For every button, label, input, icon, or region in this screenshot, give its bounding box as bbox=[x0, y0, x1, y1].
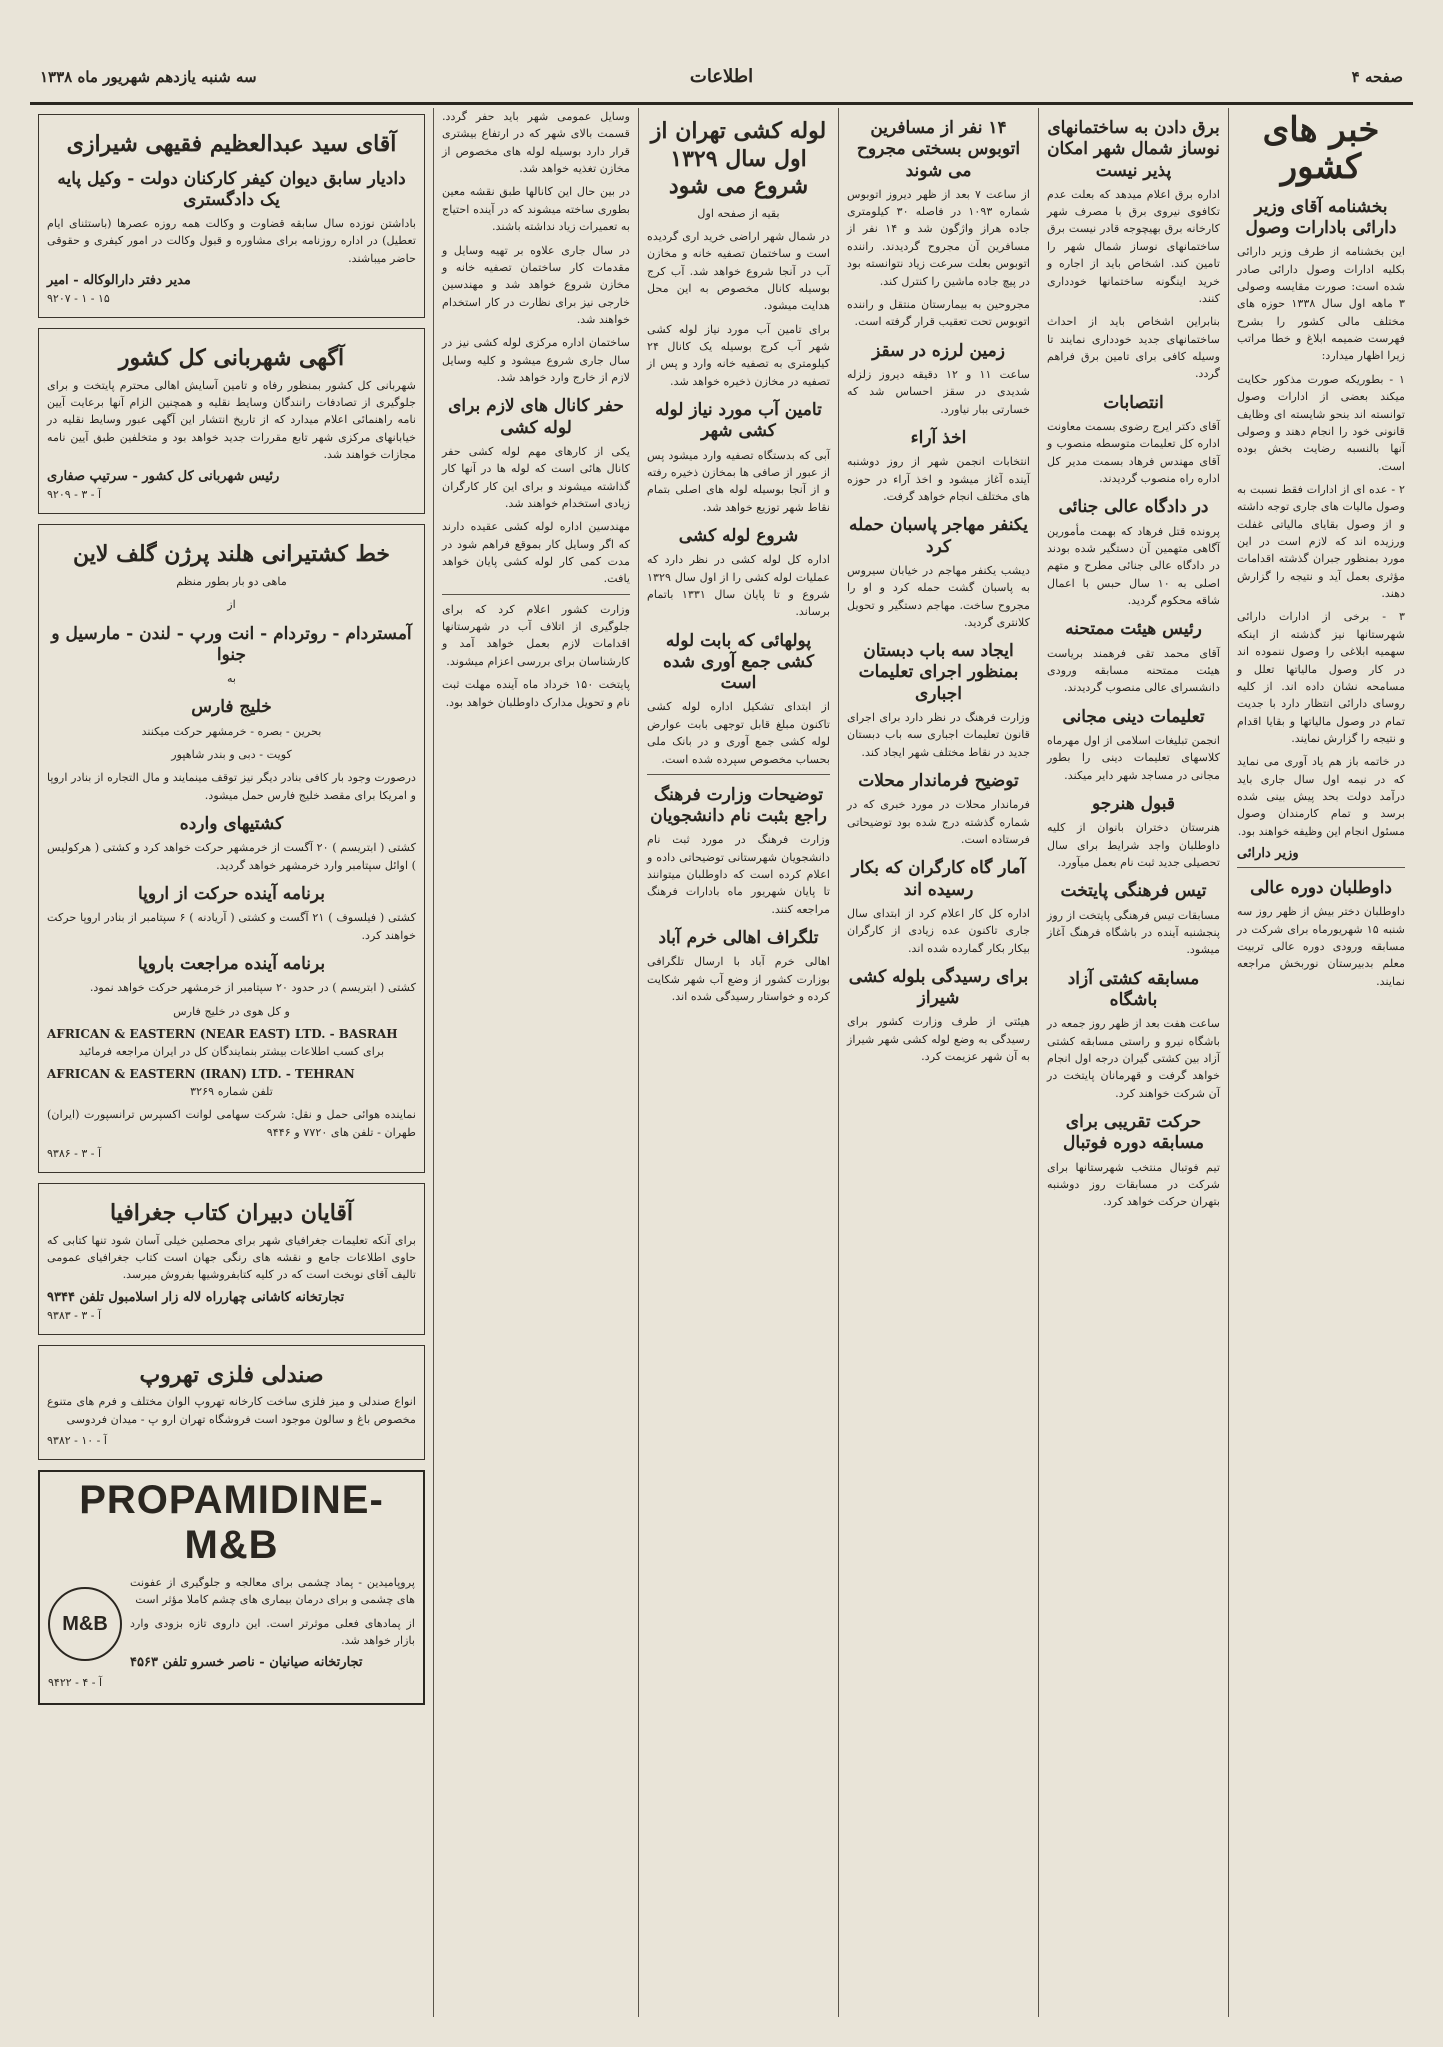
article-paragraph: هیئتی از طرف وزارت کشور برای رسیدگی به وضع لوله کشی شهر شیراز به آن شهر عزیمت کرد. bbox=[847, 1015, 1030, 1064]
article-title: شروع لوله کشی bbox=[678, 526, 799, 547]
article-paragraph: ۱ - بطوریکه صورت مذکور حکایت میکند بعضی از ادارات وصول توانسته اند بنحو شایسته ای وظایف قانونی خود را انجام دهند و وصولی آنها بالنسبه رضایت بخش بوده است. bbox=[1237, 372, 1405, 473]
article-paragraph: در بین حال این کانالها طبق نقشه معین بطوری ساخته میشوند که در آینده احتیاج به تعمیرات زیاد نداشته باشند. bbox=[442, 185, 630, 234]
ad-subtitle: از bbox=[227, 598, 236, 612]
ad-propamidine bbox=[38, 1470, 425, 1705]
ad-code: ۹۴۲۲ - آ - ۴ bbox=[48, 1676, 103, 1690]
ad-code: ۹۳۸۲ - آ - ۱۰ bbox=[47, 1433, 107, 1447]
ad-subtitle: به bbox=[226, 672, 237, 686]
article-title: برای رسیدگی بلوله کشی شیراز bbox=[848, 966, 1029, 1009]
article-paragraph: آبی که بدستگاه تصفیه وارد میشود پس از عبور از صافی ها بمخازن ذخیره رفته و از آنجا بوسیله لوله های اصلی بتمام نقاط شهر توزیع خواهد شد. bbox=[647, 448, 830, 514]
ad-paragraph: انواع صندلی و میز فلزی ساخت کارخانه تهروپ الوان مختلف و فرم های متنوع مخصوص باغ و سالون موجود است فروشگاه تهران ارو پ - میدان فردوسی bbox=[47, 1395, 416, 1426]
article-paragraph: این بخشنامه از طرف وزیر دارائی بکلیه ادارات وصول دارائی صادر شده است: صورت مقایسه وصولی ۳ ماهه اول سال ۱۳۳۸ حوزه های مختلف مالی کشور را بشرح فهرست ضمیمه ابلاغ و خطا مراتب زیرا اظهار میدارد: bbox=[1237, 245, 1406, 363]
article-paragraph: در سال جاری علاوه بر تهیه وسایل و مقدمات کار ساختمان تصفیه خانه و مخازن شروع خواهد شد و مهندسین خارجی نیز برای نظارت در کار استخدام خواهند شد. bbox=[442, 243, 630, 326]
ad-code: ۹۲۰۷ - ۱ - ۱۵ bbox=[47, 292, 110, 306]
column-5 bbox=[433, 108, 638, 2017]
article-paragraph: در خاتمه باز هم یاد آوری می نماید که در نیمه اول سال جاری باید درآمد دولت بحد پیش بینی شده برسد و تمام کارمندان وصول مسئول انجام این وظیفه خواهند بود. bbox=[1237, 755, 1405, 838]
column-1 bbox=[1228, 108, 1413, 2017]
article-paragraph: فرماندار محلات در مورد خبری که در شماره گذشته درج شده بود توضیحاتی فرستاده است. bbox=[847, 798, 1030, 847]
article-subtitle: بقیه از صفحه اول bbox=[697, 206, 780, 220]
ad-signature: مدیر دفتر دارالوکاله - امیر bbox=[47, 273, 191, 289]
ad-paragraph: برای آنکه تعلیمات جغرافیای شهر برای محصلین خیلی آسان شود تنها کتابی که حاوی اطلاعات جامع و نقشه های رنگی جهان است کتاب جغرافیای عمومی تالیف آقای نوبخت است که در کلیه کتابفروشیها بفروش میرسد. bbox=[47, 1233, 416, 1282]
ad-phone: تلفن شماره ۳۲۶۹ bbox=[190, 1085, 273, 1098]
divider bbox=[442, 594, 630, 595]
column-ads bbox=[30, 108, 433, 2017]
ad-agent-english: AFRICAN & EASTERN (IRAN) LTD. - TEHRAN bbox=[47, 1067, 355, 1082]
article-paragraph: ۲ - عده ای از ادارات فقط نسبت به وصول مالیات های جاری توجه داشته و از وصول بقایای مالیاتی غفلت ورزیده اند که لازم است در این مورد بمنظور جبران گذشته اقدامات مؤثری بعمل آید و نتیجه را گزارش دهند. bbox=[1237, 482, 1405, 601]
article-paragraph: انجمن تبلیغات اسلامی از اول مهرماه کلاسهای تعلیمات دینی را بطور مجانی در مساجد شهر دایر میکند. bbox=[1047, 734, 1220, 782]
article-paragraph: هنرستان دختران بانوان از کلیه داوطلبان واجد شرایط برای سال تحصیلی جدید ثبت نام بعمل میآورد. bbox=[1047, 821, 1220, 870]
article-paragraph: وزارت فرهنگ در مورد ثبت نام دانشجویان شهرستانی توضیحاتی داده و اعلام کرده است که داوطلبان میتوانند تا پایان شهریور ماه بادارات فرهنگ مراجعه کنند. bbox=[647, 833, 830, 916]
paper-name: اطلاعات bbox=[689, 66, 754, 87]
divider bbox=[647, 774, 830, 775]
article-paragraph: پایتخت ۱۵۰ خرداد ماه آینده مهلت ثبت نام و تحویل مدارک داوطلبان خواهد بود. bbox=[442, 678, 630, 709]
article-paragraph: از ساعت ۷ بعد از ظهر دیروز اتوبوس شماره ۱۰۹۳ در فاصله ۳۰ کیلومتری جاده هراز واژگون شد و ۱۴ نفر از مسافرین آن مجروح گردیدند. راننده اتوبوس بعلت سرعت زیاد نتوانسته بود در پیچ جاده ماشین را کنترل کند. bbox=[847, 187, 1031, 288]
article-signature: وزیر دارائی bbox=[1237, 846, 1299, 862]
article-paragraph: ساختمان اداره مرکزی لوله کشی نیز در سال جاری شروع میشود و کلیه وسایل لازم از خارج وارد خواهد شد. bbox=[442, 336, 630, 385]
shipping-route: کویت - دبی و بندر شاهپور bbox=[171, 748, 292, 762]
column-4 bbox=[638, 108, 838, 2017]
ad-agent: و کل هوی در خلیج فارس bbox=[173, 1004, 290, 1018]
article-paragraph: آقای دکتر ایرج رضوی بسمت معاونت اداره کل تعلیمات متوسطه منصوب و آقای مهندس فرهاد بسمت مدیر کل اداره راه منصوب گردیدند. bbox=[1047, 419, 1220, 486]
article-paragraph: وزارت کشور اعلام کرد که برای جلوگیری از اتلاف آب در شهرستانها اقدامات لازم بعمل خواهد آمد و کارشناسان برای بررسی اعزام میشوند. bbox=[442, 602, 630, 668]
divider bbox=[1237, 867, 1405, 868]
article-paragraph: ساعت ۱۱ و ۱۲ دقیقه دیروز زلزله شدیدی در سقز احساس شد که خسارتی ببار نیاورد. bbox=[847, 367, 1031, 416]
article-title: برق دادن به ساختمانهای نوساز شمال شهر امکان پذیر نیست bbox=[1047, 118, 1220, 181]
column-3 bbox=[838, 108, 1038, 2017]
ad-subtitle: ماهی دو بار بطور منظم bbox=[176, 574, 287, 588]
article-paragraph: اداره کل کار اعلام کرد از ابتدای سال جاری تاکنون عده زیادی از کارگران بیکار بکار گمارده شده اند. bbox=[847, 906, 1030, 955]
ad-paragraph: کشتی ( فیلسوف ) ۲۱ آگست و کشتی ( آریادنه ) ۶ سپتامبر از بنادر اروپا حرکت خواهند کرد. bbox=[47, 911, 416, 942]
article-paragraph: پرونده قتل فرهاد که بهمت مأمورین آگاهی متهمین آن دستگیر شده بودند در دادگاه عالی جنائی مطرح و متهم اصلی به ۱۰ سال حبس با اعمال شاقه محکوم گردید. bbox=[1047, 524, 1220, 608]
ad-paragraph: درصورت وجود بار کافی بنادر دیگر نیز توقف مینمایند و مال التجاره از بنادر اروپا و امریکا برای مقصد خلیج فارس حمل میشود. bbox=[47, 771, 416, 802]
ad-title: آقایان دبیران کتاب جغرافیا bbox=[109, 1200, 354, 1227]
ad-police-notice bbox=[38, 328, 425, 514]
ad-subtitle: دادیار سابق دیوان کیفر کارکنان دولت - وکیل پایه یک دادگستری bbox=[57, 168, 406, 210]
ad-section-title: برنامه آینده حرکت از اروپا bbox=[138, 884, 325, 905]
article-title: اخذ آراء bbox=[910, 427, 967, 448]
ad-section-title: برنامه آینده مراجعت باروپا bbox=[137, 954, 326, 975]
article-title: تعلیمات دینی مجانی bbox=[1062, 706, 1205, 727]
article-title: توضیح فرماندار محلات bbox=[858, 771, 1019, 792]
ad-signature: تجارتخانه کاشانی چهارراه لاله زار اسلامبول تلفن ۹۳۴۴ bbox=[47, 1289, 345, 1305]
ad-paragraph: کشتی ( ابتریسم ) در حدود ۲۰ سپتامبر از خرمشهر حرکت خواهد نمود. bbox=[89, 981, 416, 995]
ad-metal-chairs bbox=[38, 1345, 425, 1460]
ad-code: ۹۳۸۶ - آ - ۳ bbox=[47, 1147, 102, 1161]
ad-title: PROPAMIDINE-M&B bbox=[79, 1477, 384, 1567]
article-title: تلگراف اهالی خرم آباد bbox=[658, 928, 819, 949]
ad-paragraph: نماینده هوائی حمل و نقل: شرکت سهامی لوانت اکسپرس ترانسپورت (ایران) طهران - تلفن های ۷۷۲۰ و ۹۴۴۶ bbox=[47, 1108, 416, 1139]
ad-title: آگهی شهربانی کل کشور bbox=[118, 345, 345, 372]
ad-signature: تجارتخانه صیانیان - ناصر خسرو تلفن ۴۵۶۳ bbox=[130, 1655, 363, 1671]
page-number: صفحه ۴ bbox=[1351, 68, 1403, 86]
article-paragraph: از ابتدای تشکیل اداره لوله کشی تاکنون مبلغ قابل توجهی بابت عوارض لوله کشی جمع آوری و در بانک ملی بحساب مخصوص سپرده شده است. bbox=[647, 700, 830, 766]
article-title: ایجاد سه باب دبستان بمنظور اجرای تعلیمات اجباری bbox=[858, 641, 1019, 704]
ad-text bbox=[130, 1574, 415, 1674]
article-title: آمار گاه کارگران که بکار رسیده اند bbox=[851, 858, 1026, 900]
section-headline: خبر های کشور bbox=[1262, 110, 1380, 188]
article-paragraph: اداره برق اعلام میدهد که بعلت عدم تکافوی نیروی برق با مصرف شهر کارخانه برق بهیچوجه قادر نیست برق ساختمانهای نوساز شمال شهر را تامین کند. اشخاص باید از اجاره و خرید اینگونه ساختمانها خودداری کنند. bbox=[1047, 187, 1220, 305]
ad-lawyer bbox=[38, 114, 425, 318]
article-title: تیس فرهنگی پایتخت bbox=[1060, 881, 1207, 902]
ad-section-title: کشتیهای وارده bbox=[179, 814, 284, 835]
article-title: قبول هنرجو bbox=[1091, 794, 1176, 815]
ad-shipping-line bbox=[38, 524, 425, 1173]
ad-body bbox=[48, 1574, 415, 1674]
masthead-bar bbox=[30, 62, 1413, 105]
article-paragraph: داوطلبان دختر بیش از ظهر روز سه شنبه ۱۵ شهریورماه برای شرکت در مسابقه ورودی دوره عالی تربیت معلم بدبیرستان نوربخش مراجعه نمایند. bbox=[1237, 905, 1405, 988]
ad-code: ۹۲۰۹ - آ - ۳ bbox=[47, 488, 102, 502]
article-paragraph: برای تامین آب مورد نیاز لوله کشی شهر آب کرج بوسیله یک کانال ۲۴ کیلومتری به تصفیه خانه وارد و پس از تصفیه در مخازن ذخیره خواهد شد. bbox=[647, 322, 830, 388]
lead-article-title: لوله کشی تهران از اول سال ۱۳۲۹ شروع می شود bbox=[650, 118, 827, 199]
ad-code: ۹۳۸۳ - آ - ۳ bbox=[47, 1308, 102, 1322]
article-paragraph: در شمال شهر اراضی خرید اری گردیده است و ساختمان تصفیه خانه و مخازن آب در آنجا شروع خواهد شد. آب کرج بوسیله کانال مخصوص به این محل هدایت میشود. bbox=[647, 229, 830, 313]
article-title: انتصابات bbox=[1103, 392, 1164, 413]
article-paragraph: آقای محمد تقی فرهمند بریاست هیئت ممتحنه مسابقه ورودی دانشسرای عالی منصوب گردیدند. bbox=[1047, 646, 1220, 695]
shipping-route: بحرین - بصره - خرمشهر حرکت میکنند bbox=[141, 724, 322, 738]
article-paragraph: یکی از کارهای مهم لوله کشی حفر کانال هائی است که لوله ها در آنها کار گذاشته میشوند و برای این کار کارگران زیادی استخدام خواهند شد. bbox=[442, 444, 630, 510]
article-title: در دادگاه عالی جنائی bbox=[1058, 497, 1209, 518]
article-title: بخشنامه آقای وزیر دارائی بادارات وصول bbox=[1245, 196, 1397, 239]
ad-agent: برای کسب اطلاعات بیشتر بنمایندگان کل در ایران مراجعه فرمائید bbox=[78, 1044, 385, 1058]
article-title: حفر کانال های لازم برای لوله کشی bbox=[448, 396, 624, 438]
columns bbox=[30, 108, 1413, 2017]
ad-title: خط کشتیرانی هلند پرژن گلف لاین bbox=[73, 541, 390, 568]
ad-agent-english: AFRICAN & EASTERN (NEAR EAST) LTD. - BASRAH bbox=[47, 1027, 398, 1042]
shipping-route: خلیج فارس bbox=[191, 697, 272, 718]
article-paragraph: دیشب یکنفر مهاجم در خیابان سیروس به پاسبان گشت حمله کرد و او را مجروح ساخت. مهاجم دستگیر و تحویل کلانتری گردید. bbox=[847, 563, 1030, 629]
shipping-route: آمستردام - روتردام - انت ورپ - لندن - مارسیل و جنوا bbox=[51, 623, 412, 665]
mb-logo-icon bbox=[48, 1587, 122, 1661]
mb-logo-text: M&B bbox=[62, 1612, 108, 1635]
column-2 bbox=[1038, 108, 1228, 2017]
article-title: رئیس هیئت ممتحنه bbox=[1065, 619, 1202, 640]
ad-signature: رئیس شهربانی کل کشور - سرتیپ صفاری bbox=[47, 469, 280, 485]
article-paragraph: ۳ - برخی از ادارات دارائی شهرستانها نیز گذشته از اینکه سهمیه ابلاغی را وصول ننموده اند در کار وصول مالیاتها تعلل و مسامحه نشان داده اند. از کلیه روسای دارائی انتظار دارد با جدیت تمام در وصول مالیاتها و بقایا اقدام و نتیجه را گزارش نمایند. bbox=[1237, 610, 1405, 745]
issue-date: سه شنبه یازدهم شهریور ماه ۱۳۳۸ bbox=[40, 68, 257, 86]
article-title: زمین لرزه در سقز bbox=[872, 340, 1005, 361]
article-paragraph: مهندسین اداره لوله کشی عقیده دارند که اگر وسایل کار بموقع فراهم شود در مدت کمی کار لوله کشی پایان خواهد یافت. bbox=[442, 520, 630, 586]
article-title: توضیحات وزارت فرهنگ راجع بثبت نام دانشجویان bbox=[650, 784, 827, 827]
article-paragraph: مجروحین به بیمارستان منتقل و راننده اتوبوس تحت تعقیب قرار گرفته است. bbox=[847, 297, 1030, 329]
ad-geography-book bbox=[38, 1183, 425, 1335]
article-paragraph: مسابقات تیس فرهنگی پایتخت از روز پنجشنبه آینده در باشگاه فرهنگ آغاز میشود. bbox=[1047, 908, 1220, 957]
ad-paragraph: پروپامیدین - پماد چشمی برای معالجه و جلوگیری از عفونت های چشمی و برای درمان بیماری های چشم کاملا مؤثر است bbox=[130, 1575, 415, 1607]
article-paragraph: وزارت فرهنگ در نظر دارد برای اجرای قانون تعلیمات اجباری سه باب دبستان جدید در نقاط مختلف شهر ایجاد کند. bbox=[847, 710, 1030, 759]
article-paragraph: اهالی خرم آباد با ارسال تلگرافی بوزارت کشور از وضع آب شهر شکایت کرده و خواستار رسیدگی شده اند. bbox=[647, 955, 830, 1004]
article-paragraph: انتخابات انجمن شهر از روز دوشنبه آینده آغاز میشود و اخذ آراء در حوزه های مختلف انجام خواهد گرفت. bbox=[847, 455, 1030, 503]
article-title: داوطلبان دوره عالی bbox=[1250, 878, 1392, 899]
ad-title: آقای سید عبدالعظیم فقیهی شیرازی bbox=[66, 131, 397, 157]
ad-paragraph: شهربانی کل کشور بمنظور رفاه و تامین آسایش اهالی محترم پایتخت و برای جلوگیری از تصادفات رانندگان وسایط نقلیه و همچنین الزام آنها برعایت آیین نامه راهنمائی اعلام میدارد که از تاریخ انتشار این آگهی عبور وسایط نقلیه در خیابانهای مرکزی شهر تابع مقررات جدید خواهد بود و متخلفین طبق آیین نامه مجازات خواهند شد. bbox=[47, 378, 416, 462]
article-title: حرکت تقریبی برای مسابقه دوره فوتبال bbox=[1063, 1112, 1204, 1154]
article-title: مسابقه کشتی آزاد باشگاه bbox=[1067, 968, 1200, 1010]
article-paragraph: وسایل عمومی شهر باید حفر گردد. قسمت بالای شهر که در ارتفاع بیشتری قرار دارد بوسیله لوله های مخصوص از مخازن تغذیه خواهد شد. bbox=[442, 110, 630, 176]
ad-paragraph: کشتی ( ابتریسم ) ۲۰ آگست از خرمشهر حرکت خواهد کرد و کشتی ( هرکولیس ) اوائل سپتامبر وارد خرمشهر خواهد گردید. bbox=[47, 841, 416, 872]
article-paragraph: ساعت هفت بعد از ظهر روز جمعه در باشگاه نیرو و راستی مسابقه کشتی آزاد بین کشتی گیران درجه اول انجام خواهد گرفت و قهرمانان پایتخت در آن شرکت خواهند کرد. bbox=[1047, 1017, 1220, 1100]
article-title: ۱۴ نفر از مسافرین اتوبوس بسختی مجروح می شوند bbox=[856, 118, 1021, 181]
ad-paragraph: از پمادهای فعلی موثرتر است. این داروی تازه بزودی وارد بازار خواهد شد. bbox=[130, 1616, 415, 1647]
ad-paragraph: باداشتن نوزده سال سابقه قضاوت و وکالت همه روزه عصرها (باستثنای ایام تعطیل) در اداره روزنامه برای مشاوره و قبول وکالت در امور کیفری و حقوقی حاضر میباشند. bbox=[47, 217, 416, 265]
article-paragraph: تیم فوتبال منتخب شهرستانها برای شرکت در مسابقات روز دوشنبه بتهران حرکت خواهد کرد. bbox=[1047, 1160, 1220, 1209]
article-title: یکنفر مهاجر پاسبان حمله کرد bbox=[848, 515, 1029, 557]
ad-title: صندلی فلزی تهروپ bbox=[139, 1361, 324, 1388]
article-title: پولهائی که بابت لوله کشی جمع آوری شده است bbox=[662, 630, 815, 694]
article-paragraph: اداره کل لوله کشی در نظر دارد که عملیات لوله کشی را از اول سال ۱۳۲۹ شروع و تا پایان سال ۱۳۳۱ باتمام برساند. bbox=[647, 553, 830, 619]
article-title: تامین آب مورد نیاز لوله کشی شهر bbox=[655, 400, 822, 442]
article-paragraph: بنابراین اشخاص باید از احداث ساختمانهای جدید خودداری نمایند تا وسیله کافی برای تامین برق فراهم گردد. bbox=[1047, 315, 1220, 381]
